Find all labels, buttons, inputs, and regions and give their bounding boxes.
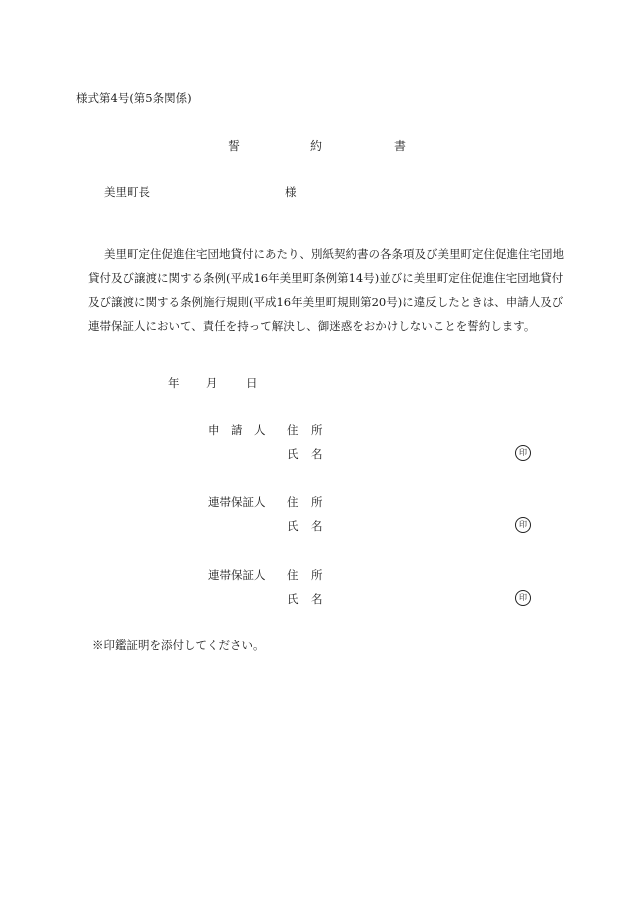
date-year: 年 (168, 376, 180, 390)
date-month: 月 (206, 376, 218, 390)
pledge-body: 美里町定住促進住宅団地貸付にあたり、別紙契約書の各条項及び美里町定住促進住宅団地貸付及び譲渡に関する条例(平成16年美里町条例第14号)並びに美里町定住促進住宅団地貸付及び譲渡に関する条例施行規則(平成16年美里町規則第20号)に違反したときは、申請人及び連帯保証人において、責任を持って解決し、御迷惑をおかけしないことを誓約します。 (88, 246, 564, 333)
name-label-1: 氏 (287, 592, 299, 606)
seal-mark: 印 (515, 517, 531, 533)
title-char-1: 誓 (228, 139, 241, 153)
name-label-1: 氏 (287, 519, 299, 533)
address-label-1: 住 (287, 495, 299, 509)
date-day: 日 (246, 376, 258, 390)
attachment-note: ※印鑑証明を添付してください。 (92, 638, 265, 652)
address-label-2: 所 (311, 568, 323, 582)
title-char-2: 約 (310, 139, 323, 153)
addressee-honorific: 様 (285, 185, 297, 199)
address-label-2: 所 (311, 495, 323, 509)
signer-role: 連帯保証人 (208, 495, 266, 509)
address-label-1: 住 (287, 423, 299, 437)
name-label-2: 名 (311, 592, 323, 606)
address-label-2: 所 (311, 423, 323, 437)
signer-role: 申 請 人 (208, 423, 266, 437)
address-label-1: 住 (287, 568, 299, 582)
addressee-name: 美里町長 (104, 185, 150, 199)
title-char-3: 書 (394, 139, 407, 153)
name-label-2: 名 (311, 519, 323, 533)
form-number: 様式第4号(第5条関係) (76, 91, 192, 105)
seal-mark: 印 (515, 445, 531, 461)
name-label-2: 名 (311, 447, 323, 461)
signer-role: 連帯保証人 (208, 568, 266, 582)
seal-mark: 印 (515, 590, 531, 606)
name-label-1: 氏 (287, 447, 299, 461)
